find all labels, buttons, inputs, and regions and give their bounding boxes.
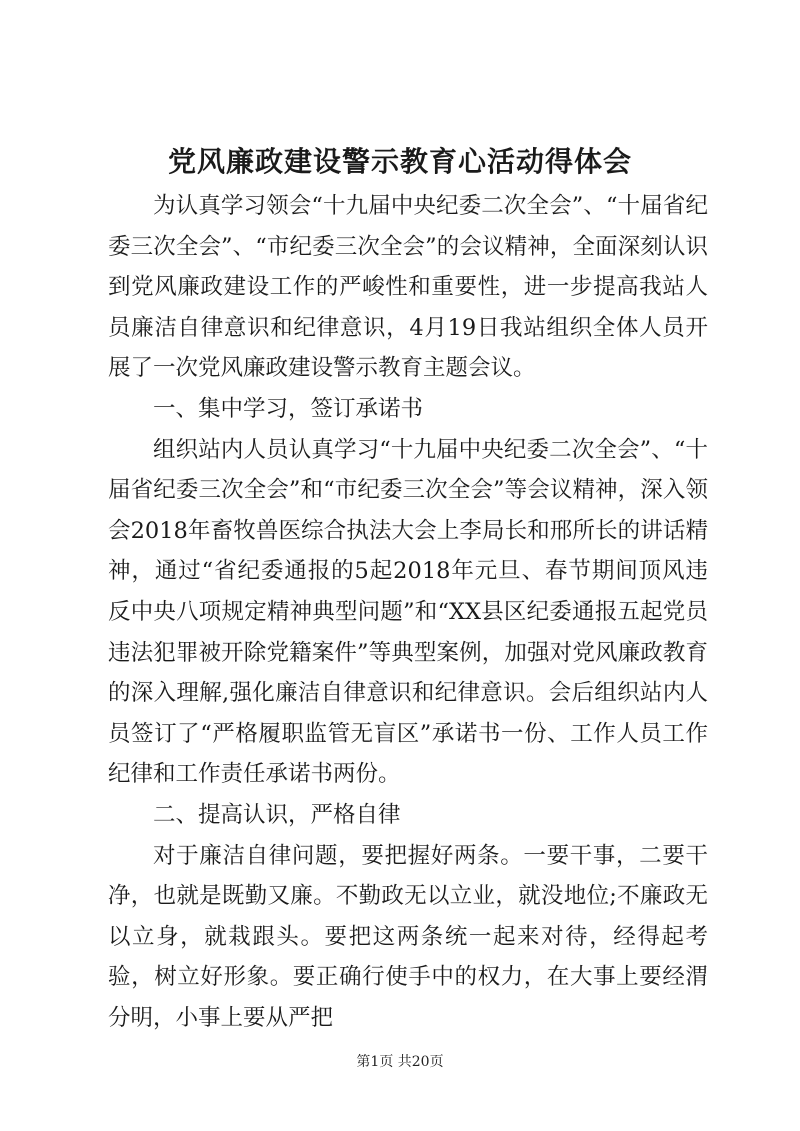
document-body xyxy=(108,186,708,1038)
paragraph-intro: 为认真学习领会“十九届中央纪委二次全会”、“十届省纪委三次全会”、“市纪委三次全会”的会议精神，全面深刻认识到党风廉政建设工作的严峻性和重要性，进一步提高我站人员廉洁自律意识和纪律意识，4月19日我站组织全体人员开展了一次党风廉政建设警示教育主题会议。 xyxy=(108,193,708,382)
section-heading-1: 一、集中学习，签订承诺书 xyxy=(153,395,424,422)
paragraph-section-1: 组织站内人员认真学习“十九届中央纪委二次全会”、“十届省纪委三次全会”和“市纪委三次全会”等会议精神，深入领会2018年畜牧兽医综合执法大会上李局长和邢所长的讲话精神，通过“省纪委通报的5起2018年元旦、春节期间顶风违反中央八项规定精神典型问题”和“XX县区纪委通报五起党员违法犯罪被开除党籍案件”等典型案例，加强对党风廉政教育的深入理解,强化廉洁自律意识和纪律意识。会后组织站内人员签订了“严格履职监管无盲区”承诺书一份、工作人员工作纪律和工作责任承诺书两份。 xyxy=(108,436,708,788)
section-heading-2: 二、提高认识，严格自律 xyxy=(153,801,401,828)
page-number-footer: 第1页 共20页 xyxy=(356,1054,444,1070)
paragraph-section-2: 对于廉洁自律问题，要把握好两条。一要干事，二要干净，也就是既勤又廉。不勤政无以立业，就没地位;不廉政无以立身，就栽跟头。要把这两条统一起来对待，经得起考验，树立好形象。要正确行使手中的权力，在大事上要经渭分明，小事上要从严把 xyxy=(108,842,708,1031)
document-title: 党风廉政建设警示教育心活动得体会 xyxy=(167,145,632,178)
